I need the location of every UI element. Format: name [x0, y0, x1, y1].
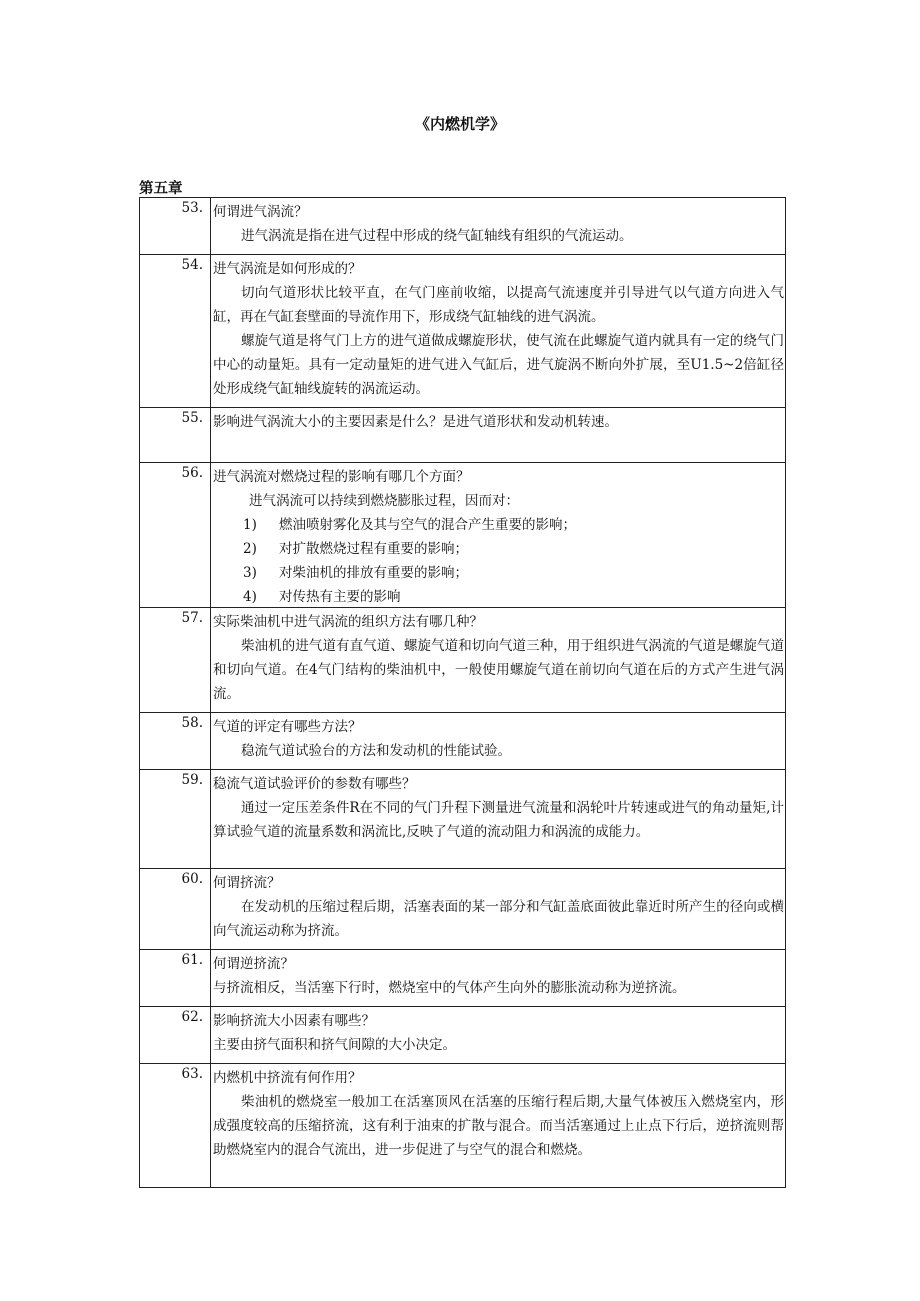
list-text: 对扩散燃烧过程有重要的影响； — [279, 541, 468, 557]
table-row — [140, 950, 786, 1007]
question-cell — [211, 198, 786, 255]
qa-table — [139, 197, 786, 1188]
answer-paragraph: 主要由挤气面积和挤气间隙的大小决定。 — [213, 1037, 456, 1053]
question-number: 57. — [140, 608, 211, 713]
question-text: 影响挤流大小因素有哪些？ — [213, 1013, 375, 1029]
question-cell — [211, 255, 786, 408]
list-item — [213, 513, 784, 537]
table-row — [140, 255, 786, 408]
table-row — [140, 869, 786, 950]
question-cell — [211, 608, 786, 713]
answer-block — [213, 489, 784, 605]
table-row — [140, 608, 786, 713]
question-text: 何谓逆挤流？ — [213, 956, 294, 972]
list-text: 对柴油机的排放有重要的影响； — [279, 565, 468, 581]
chapter-heading: 第五章 — [139, 180, 183, 197]
list-marker: 1) — [243, 517, 257, 533]
question-text: 进气涡流对燃烧过程的影响有哪几个方面？ — [213, 469, 470, 485]
question-cell — [211, 770, 786, 869]
question-cell — [211, 1064, 786, 1188]
list-item — [213, 585, 784, 609]
table-row — [140, 1007, 786, 1064]
document-title: 《内燃机学》 — [414, 115, 505, 133]
list-text: 燃油喷射雾化及其与空气的混合产生重要的影响； — [279, 517, 576, 533]
answer-paragraph: 柴油机的燃烧室一般加工在活塞顶风在活塞的压缩行程后期,大量气体被压入燃烧室内，形成强度较高的压缩挤流，这有利于油束的扩散与混合。而当活塞通过上止点下行后，逆挤流则帮助燃烧室内的混合气流出，进一步促进了与空气的混合和燃烧。 — [213, 1094, 784, 1158]
list-text: 对传热有主要的影响 — [279, 589, 401, 605]
question-text: 实际柴油机中进气涡流的组织方法有哪几种？ — [213, 614, 483, 630]
answer-paragraph: 通过一定压差条件R在不同的气门升程下测量进气流量和涡轮叶片转速或进气的角动量矩,计算试验气道的流量系数和涡流比,反映了气道的流动阻力和涡流的成能力。 — [213, 800, 784, 840]
question-number: 60. — [140, 869, 211, 950]
answer-intro: 进气涡流可以持续到燃烧膨胀过程，因而对： — [249, 493, 519, 509]
question-number: 54. — [140, 255, 211, 408]
question-text: 何谓挤流？ — [213, 875, 281, 891]
question-text: 何谓进气涡流？ — [213, 204, 308, 220]
list-item — [213, 561, 784, 585]
question-number: 55. — [140, 408, 211, 463]
question-number: 56. — [140, 463, 211, 608]
question-text: 内燃机中挤流有何作用？ — [213, 1070, 362, 1086]
question-cell — [211, 713, 786, 770]
question-number: 63. — [140, 1064, 211, 1188]
question-cell — [211, 408, 786, 463]
question-text: 稳流气道试验评价的参数有哪些？ — [213, 776, 416, 792]
table-row — [140, 408, 786, 463]
list-marker: 4) — [243, 589, 257, 605]
question-cell — [211, 463, 786, 608]
question-text: 影响进气涡流大小的主要因素是什么？是进气道形状和发动机转速。 — [213, 414, 618, 430]
question-cell — [211, 950, 786, 1007]
table-row — [140, 463, 786, 608]
answer-paragraph: 在发动机的压缩过程后期，活塞表面的某一部分和气缸盖底面彼此靠近时所产生的径向或横向气流运动称为挤流。 — [213, 899, 784, 939]
list-item — [213, 537, 784, 561]
question-number: 61. — [140, 950, 211, 1007]
answer-paragraph: 进气涡流是指在进气过程中形成的绕气缸轴线有组织的气流运动。 — [241, 228, 633, 244]
table-row — [140, 1064, 786, 1188]
question-cell — [211, 869, 786, 950]
answer-paragraph: 螺旋气道是将气门上方的进气道做成螺旋形状，使气流在此螺旋气道内就具有一定的绕气门中心的动量矩。具有一定动量矩的进气进入气缸后，进气旋涡不断向外扩展，至U1.5~2倍缸径处形成绕气缸轴线旋转的涡流运动。 — [213, 333, 784, 397]
question-text: 进气涡流是如何形成的？ — [213, 261, 362, 277]
answer-paragraph: 稳流气道试验台的方法和发动机的性能试验。 — [241, 743, 511, 759]
answer-paragraph: 与挤流相反，当活塞下行时，燃烧室中的气体产生向外的膨胀流动称为逆挤流。 — [213, 980, 686, 996]
question-number: 58. — [140, 713, 211, 770]
question-text: 气道的评定有哪些方法？ — [213, 719, 362, 735]
question-number: 59. — [140, 770, 211, 869]
answer-paragraph: 柴油机的进气道有直气道、螺旋气道和切向气道三种，用于组织进气涡流的气道是螺旋气道和切向气道。在4气门结构的柴油机中，一般使用螺旋气道在前切向气道在后的方式产生进气涡流。 — [213, 638, 784, 702]
table-row — [140, 770, 786, 869]
list-marker: 2) — [243, 541, 257, 557]
answer-paragraph: 切向气道形状比较平直，在气门座前收缩，以提高气流速度并引导进气以气道方向进入气缸，再在气缸套壁面的导流作用下，形成绕气缸轴线的进气涡流。 — [213, 285, 784, 325]
question-number: 62. — [140, 1007, 211, 1064]
list-marker: 3) — [243, 565, 257, 581]
table-row — [140, 198, 786, 255]
question-number: 53. — [140, 198, 211, 255]
table-row — [140, 713, 786, 770]
question-cell — [211, 1007, 786, 1064]
